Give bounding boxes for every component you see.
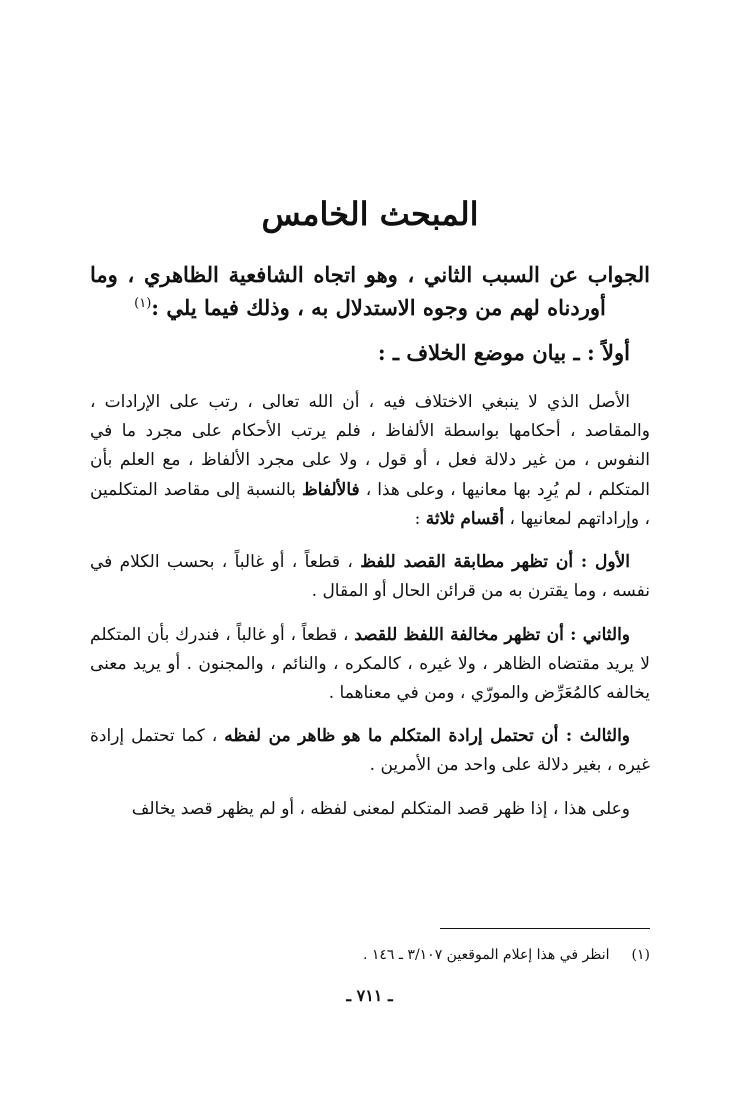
footnote-reference[interactable]: (١): [134, 295, 152, 311]
intro-heading: [90, 259, 650, 324]
footnote-divider: [440, 928, 650, 929]
paragraph-principle-part1: الأصل الذي لا ينبغي الاختلاف فيه ، أن الله تعالى ، رتب على الإرادات ، والمقاصد ، أحكامها بواسطة الألفاظ ، فلم يرتب الأحكام على مجرد ما في النفوس ، من غير دلالة فعل ، أو قول ، ولا على مجرد الألفاظ ، مع العلم بأن المتكلم ، لم يُرِد بها معانيها ، وعلى هذا ،: [90, 391, 650, 500]
paragraph-principle-part3: :: [414, 508, 421, 529]
footnote-text: انظر في هذا إعلام الموقعين ٣/١٠٧ ـ ١٤٦ .: [362, 947, 610, 963]
item-first: [90, 548, 650, 606]
paragraph-principle-bold1: فالألفاظ: [301, 479, 360, 500]
page-number: ـ ٧١١ ـ: [346, 986, 393, 1005]
paragraph-continuation: وعلى هذا ، إذا ظهر قصد المتكلم لمعنى لفظه ، أو لم يظهر قصد يخالف: [131, 798, 630, 819]
item-first-lead: الأول : أن تظهر مطابقة القصد للفظ: [360, 552, 630, 573]
footnote: [90, 946, 650, 966]
item-second: [90, 621, 650, 709]
intro-text: الجواب عن السبب الثاني ، وهو اتجاه الشافعية الظاهري ، وما أوردناه لهم من وجوه الاستدلال به ، وذلك فيما يلي :: [90, 262, 650, 320]
section-title: المبحث الخامس: [261, 195, 479, 233]
item-second-lead: والثاني : أن تظهر مخالفة اللفظ للقصد: [354, 624, 631, 645]
page-body: [90, 195, 650, 838]
item-third-lead: والثالث : أن تحتمل إرادة المتكلم ما هو ظاهر من لفظه: [224, 726, 630, 747]
footnote-number: (١): [631, 947, 650, 963]
paragraph-principle-bold2: أقسام ثلاثة: [425, 508, 505, 529]
paragraph-principle: [90, 388, 650, 534]
subheading-first: أولاً : ـ بيان موضع الخلاف ـ :: [377, 340, 630, 366]
paragraph-principle-part2: بالنسبة إلى مقاصد المتكلمين ، وإراداتهم لمعانيها ،: [90, 479, 650, 529]
item-third: [90, 722, 650, 780]
item-third-text: ، كما تحتمل إرادة غيره ، بغير دلالة على واحد من الأمرين .: [90, 726, 650, 776]
item-first-text: ، قطعاً ، أو غالباً ، بحسب الكلام في نفسه ، وما يقترن به من قرائن الحال أو المقال .: [90, 552, 650, 602]
item-second-text: ، قطعاً ، أو غالباً ، فندرك بأن المتكلم لا يريد مقتضاه الظاهر ، ولا غيره ، كالمكره ، والنائم ، والمجنون . أو يريد معنى يخالفه كالمُعَرِّض والمورّي ، ومن في معناهما .: [90, 624, 650, 703]
